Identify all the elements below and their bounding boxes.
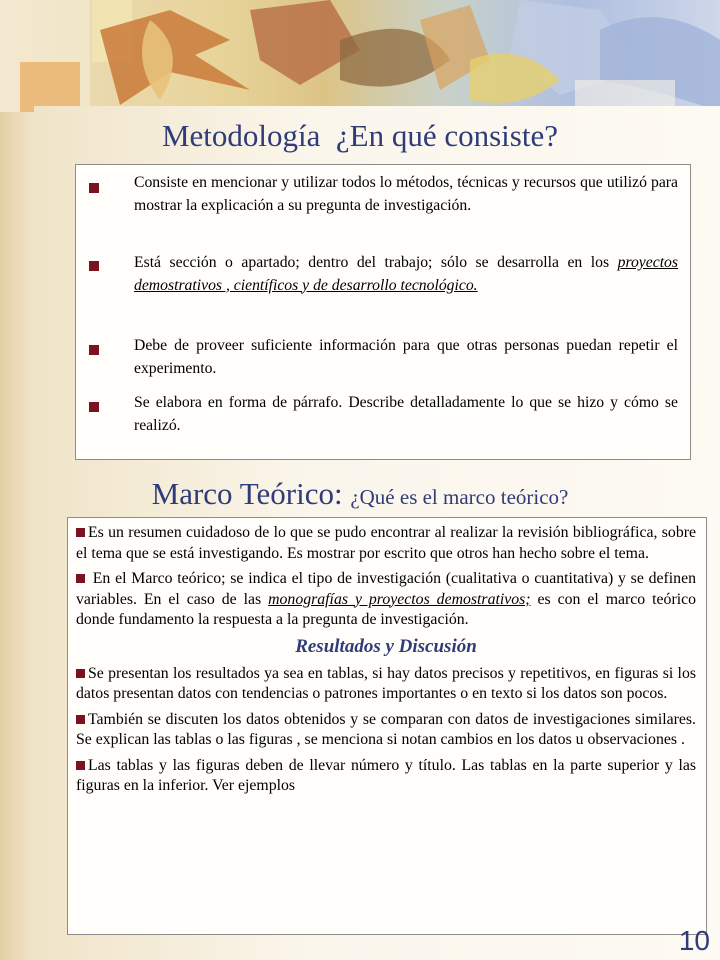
- results-paragraph: [76, 710, 696, 751]
- marco-paragraph-text: Es un resumen cuidadoso de lo que se pudo encontrar al realizar la revisión bibliográfica, sobre el tema que se está investigando. Es mostrar por escrito que otros han hecho sobre el tema.: [76, 524, 696, 562]
- methodology-question: ¿En qué consiste?: [335, 118, 558, 153]
- results-paragraph: [76, 664, 696, 705]
- results-paragraph-text: También se discuten los datos obtenidos y se comparan con datos de investigaciones similares. Se explican las tablas o las figuras , se menciona si notan cambios en los datos u observaciones .: [76, 710, 696, 748]
- methodology-box: [75, 164, 691, 460]
- methodology-item: Consiste en mencionar y utilizar todos lo métodos, técnicas y recursos que utilizó para mostrar la explicación a su pregunta de investigación.: [134, 174, 678, 214]
- methodology-item: Debe de proveer suficiente información para que otras personas puedan repetir el experimento.: [134, 337, 678, 377]
- methodology-title: Metodología: [161, 118, 321, 153]
- marco-box: [67, 517, 707, 935]
- methodology-item: [134, 252, 678, 297]
- methodology-item-text: Está sección o apartado; dentro del trabajo; sólo se desarrolla en los: [134, 254, 618, 271]
- bullet-icon: [76, 715, 85, 724]
- bullet-icon: [89, 261, 99, 271]
- marco-heading: [0, 476, 720, 512]
- methodology-item: Se elabora en forma de párrafo. Describe detalladamente lo que se hizo y cómo se realizó.: [134, 394, 678, 434]
- autumn-leaves-banner: [0, 0, 720, 112]
- marco-paragraph-text: En el Marco teórico; se indica el tipo de investigación (cualitativa o cuantitativa) y se definen variables. En el caso de las: [76, 570, 696, 608]
- results-paragraph-text: Las tablas y las figuras deben de llevar número y título. Las tablas en la parte superior y las figuras en la inferior. Ver ejemplos: [76, 756, 696, 794]
- page-number: 10: [678, 925, 710, 956]
- marco-paragraph: [76, 523, 696, 564]
- bullet-icon: [76, 761, 85, 770]
- results-paragraph: [76, 756, 696, 797]
- marco-title: Marco Teórico:: [151, 476, 343, 511]
- project-types-link[interactable]: proyectos demostrativos , científicos y de desarrollo tecnológico.: [134, 254, 678, 294]
- bullet-icon: [76, 669, 85, 678]
- bullet-icon: [89, 402, 99, 412]
- leaves-illustration: [0, 0, 720, 112]
- methodology-heading: [0, 118, 720, 154]
- marco-paragraph: [76, 569, 696, 631]
- bullet-icon: [89, 183, 99, 193]
- results-paragraph-text: Se presentan los resultados ya sea en tablas, si hay datos precisos y repetitivos, en figuras si los datos presentan datos con tendencias o patrones importantes o en texto si los datos son pocos.: [76, 664, 696, 702]
- bullet-icon: [89, 345, 99, 355]
- marco-question: ¿Qué es el marco teórico?: [350, 485, 569, 509]
- bullet-icon: [76, 528, 85, 537]
- results-heading: Resultados y Discusión: [295, 635, 477, 657]
- bullet-icon: [76, 574, 85, 583]
- marco-paragraph-text: es con el marco teórico donde fundamento la respuesta a la pregunta de investigación.: [76, 590, 697, 628]
- monographs-link[interactable]: monografías y proyectos demostrativos;: [268, 590, 531, 608]
